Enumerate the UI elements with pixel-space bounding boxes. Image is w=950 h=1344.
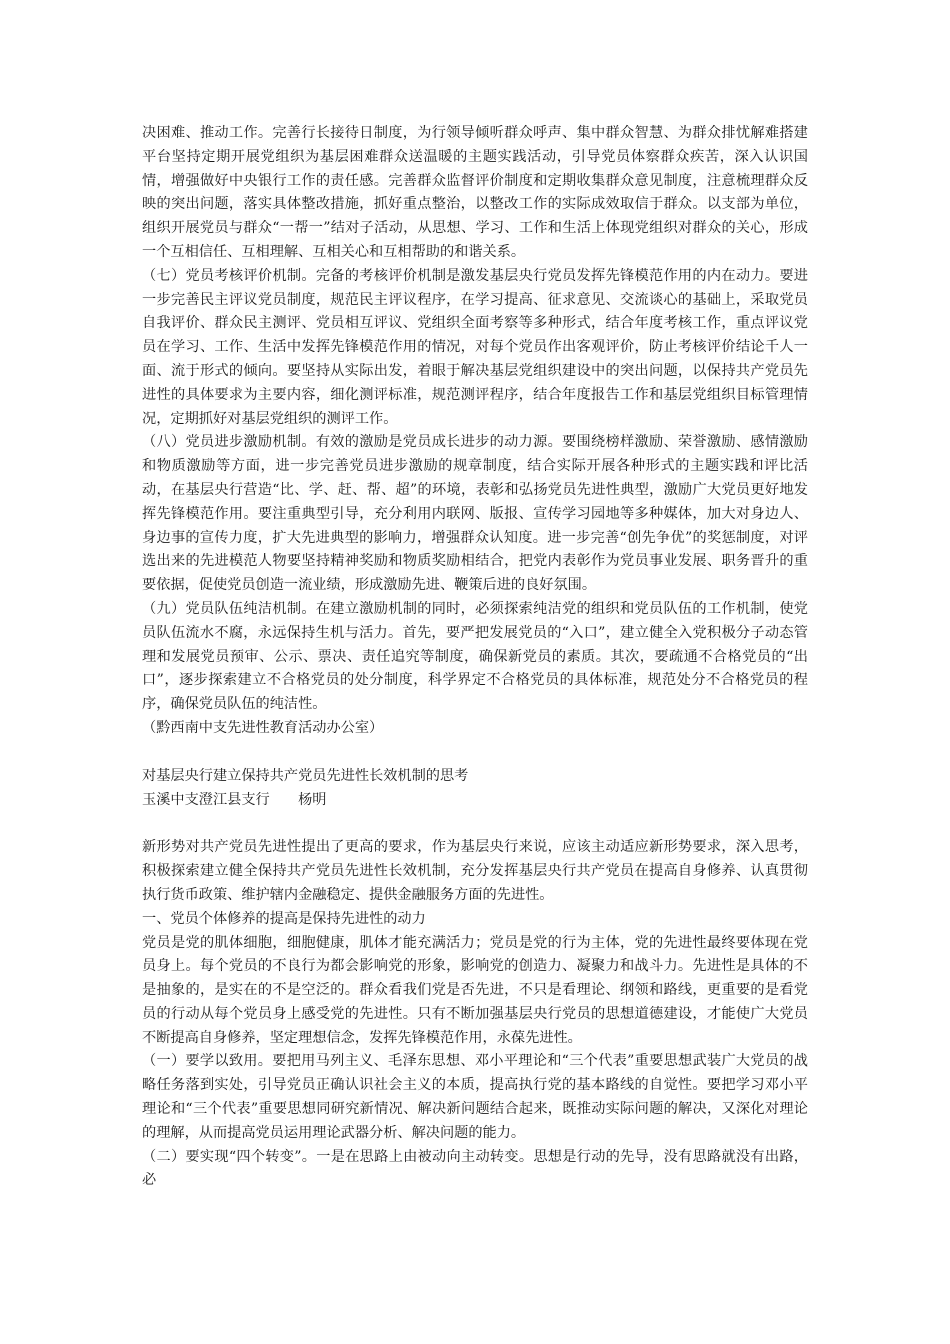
paragraph-intro-continued: 决困难、推动工作。完善行长接待日制度，为行领导倾听群众呼声、集中群众智慧、为群众排忧解难搭建平台坚持定期开展党组织为基层困难群众送温暖的主题实践活动，引导党员体察群众疾苦，深入认识国情，增强做好中央银行工作的责任感。完善群众监督评价制度和定期收集群众意见制度，注意梳理群众反映的突出问题，落实具体整改措施，抓好重点整治，以整改工作的实际成效取信于群众。以支部为单位，组织开展党员与群众“一帮一”结对子活动，从思想、学习、工作和生活上体现党组织对群众的关心，形成一个互相信任、互相理解、互相关心和互相帮助的和谐关系。 — [142, 125, 808, 260]
paragraph-section-9: （九）党员队伍纯洁机制。在建立激励机制的同时，必须探索纯洁党的组织和党员队伍的工作机制，使党员队伍流水不腐，永远保持生机与活力。首先，要严把发展党员的“入口”，建立健全入党积极分子动态管理和发展党员预审、公示、票决、责任追究等制度，确保新党员的素质。其次，要疏通不合格党员的“出口”，逐步探索建立不合格党员的处分制度，科学界定不合格党员的具体标准，规范处分不合格党员的程序，确保党员队伍的纯洁性。 — [142, 600, 808, 713]
article-byline: 玉溪中支澄江县支行 杨明 — [142, 791, 327, 808]
paragraph-subsection-1: （一）要学以致用。要把用马列主义、毛泽东思想、邓小平理论和“三个代表”重要思想武装广大党员的战略任务落到实处，引导党员正确认识社会主义的本质，提高执行党的基本路线的自觉性。要把学习邓小平理论和“三个代表”重要思想同研究新情况、解决新问题结合起来，既推动实际问题的解决，又深化对理论的理解，从而提高党员运用理论武器分析、解决问题的能力。 — [142, 1053, 808, 1141]
paragraph-section-7: （七）党员考核评价机制。完备的考核评价机制是激发基层央行党员发挥先锋模范作用的内在动力。要进一步完善民主评议党员制度，规范民主评议程序，在学习提高、征求意见、交流谈心的基础上，采取党员自我评价、群众民主测评、党员相互评议、党组织全面考察等多种形式，结合年度考核工作，重点评议党员在学习、工作、生活中发挥先锋模范作用的情况，对每个党员作出客观评价，防止考核评价结论千人一面、流于形式的倾向。要坚持从实际出发，着眼于解决基层党组织建设中的突出问题，以保持共产党员先进性的具体要求为主要内容，细化测评标准，规范测评程序，结合年度报告工作和基层党组织目标管理情况，定期抓好对基层党组织的测评工作。 — [142, 267, 808, 427]
spacer — [142, 812, 808, 836]
source-attribution: （黔西南中支先进性教育活动办公室） — [142, 719, 384, 736]
paragraph-section-8: （八）党员进步激励机制。有效的激励是党员成长进步的动力源。要围绕榜样激励、荣誉激励、感情激励和物质激励等方面，进一步完善党员进步激励的规章制度，结合实际开展各种形式的主题实践和评比活动，在基层央行营造“比、学、赶、帮、超”的环境，表彰和弘扬党员先进性典型，激励广大党员更好地发挥先锋模范作用。要注重典型引导，充分利用内联网、版报、宣传学习园地等多种媒体，加大对身边人、身边事的宣传力度，扩大先进典型的影响力，增强群众认知度。进一步完善“创先争优”的奖惩制度，对评选出来的先进模范人物要坚持精神奖励和物质奖励相结合，把党内表彰作为党员事业发展、职务晋升的重要依据，促使党员创造一流业绩，形成激励先进、鞭策后进的良好氛围。 — [142, 434, 808, 594]
paragraph-section-1-body: 党员是党的肌体细胞，细胞健康，肌体才能充满活力；党员是党的行为主体，党的先进性最终要体现在党员身上。每个党员的不良行为都会影响党的形象，影响党的创造力、凝聚力和战斗力。先进性是具体的不是抽象的，是实在的不是空泛的。群众看我们党是否先进，不只是看理论、纲领和路线，更重要的是看党员的行动从每个党员身上感受党的先进性。只有不断加强基层央行党员的思想道德建设，才能使广大党员不断提高自身修养，坚定理想信念，发挥先锋模范作用，永葆先进性。 — [142, 934, 808, 1046]
paragraph-subsection-2: （二）要实现“四个转变”。一是在思路上由被动向主动转变。思想是行动的先导，没有思路就没有出路，必 — [142, 1148, 808, 1189]
spacer — [142, 741, 808, 765]
section-heading-1: 一、党员个体修养的提高是保持先进性的动力 — [142, 910, 426, 927]
article-title: 对基层央行建立保持共产党员先进性长效机制的思考 — [142, 767, 469, 784]
document-page — [142, 122, 808, 1193]
paragraph-article-intro: 新形势对共产党员先进性提出了更高的要求，作为基层央行来说，应该主动适应新形势要求，深入思考，积极探索建立健全保持共产党员先进性长效机制，充分发挥基层央行共产党员在提高自身修养、认真贯彻执行货币政策、维护辖内金融稳定、提供金融服务方面的先进性。 — [142, 839, 808, 903]
